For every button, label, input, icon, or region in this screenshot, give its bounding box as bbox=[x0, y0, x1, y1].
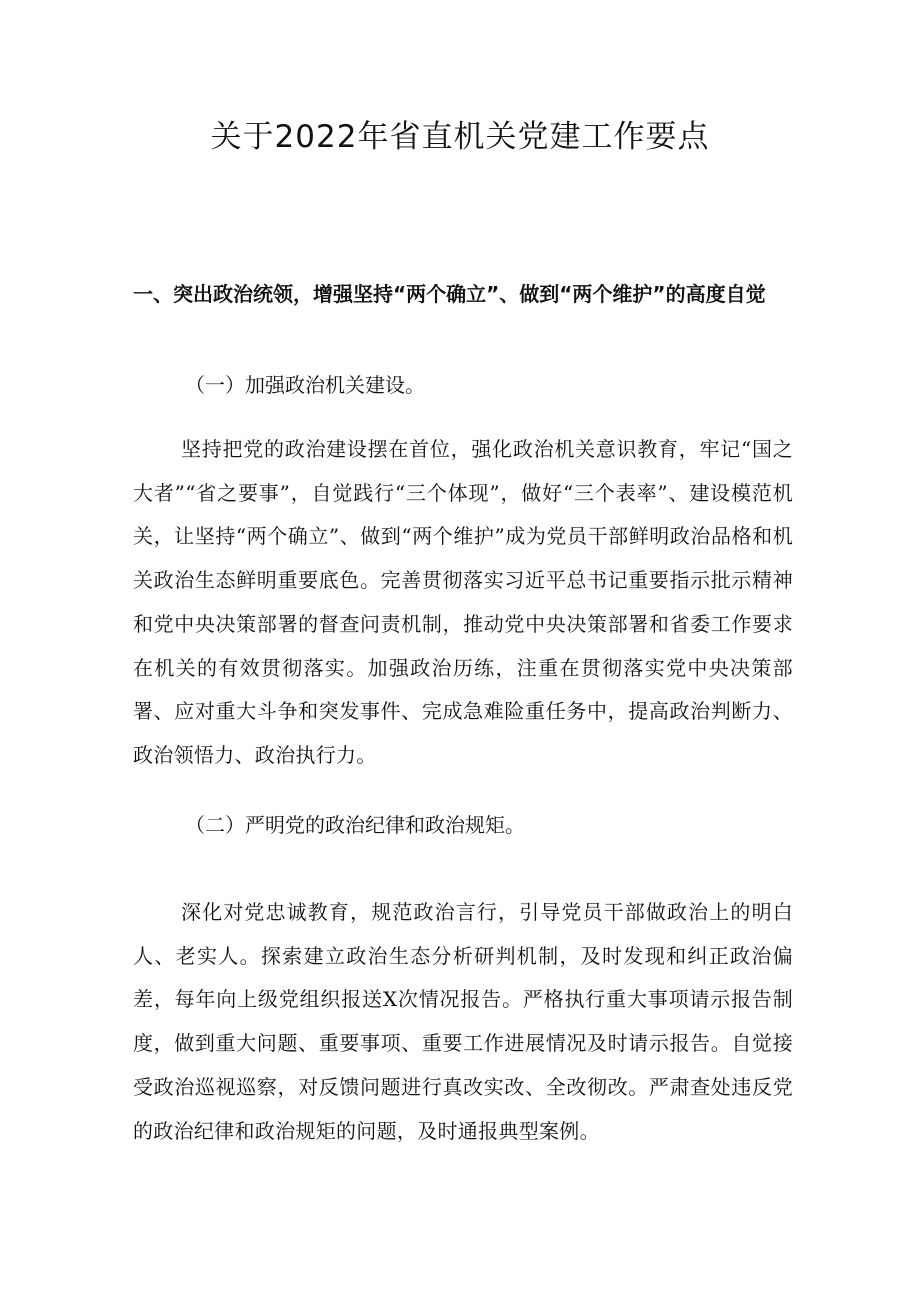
document-title: 关于2022年省直机关党建工作要点 bbox=[210, 119, 710, 155]
subsection-body-2: 深化对党忠诚教育，规范政治言行，引导党员干部做政治上的明白人、老实人。探索建立政治生态分析研判机制，及时发现和纠正政治偏差，每年向上级党组织报送X次情况报告。严格执行重大事项请示报告制度，做到重大问题、重要事项、重要工作进展情况及时请示报告。自觉接受政治巡视巡察，对反馈问题进行真改实改、全改彻改。严肃查处违反党的政治纪律和政治规矩的问题，及时通报典型案例。 bbox=[133, 900, 793, 1143]
subsection-body-1: 坚持把党的政治建设摆在首位，强化政治机关意识教育，牢记“国之大者”“省之要事”，自觉践行“三个体现”，做好“三个表率”、建设模范机关，让坚持“两个确立”、做到“两个维护”成为党员干部鲜明政治品格和机关政治生态鲜明重要底色。完善贯彻落实习近平总书记重要指示批示精神和党中央决策部署的督查问责机制，推动党中央决策部署和省委工作要求在机关的有效贯彻落实。加强政治历练，注重在贯彻落实党中央决策部署、应对重大斗争和突发事件、完成急难险重任务中，提高政治判断力、政治领悟力、政治执行力。 bbox=[133, 437, 793, 767]
subsection-heading-2: （二）严明党的政治纪律和政治规矩。 bbox=[185, 813, 525, 837]
section-heading: 一、突出政治统领，增强坚持“两个确立”、做到“两个维护”的高度自觉 bbox=[133, 282, 766, 306]
subsection-heading-1: （一）加强政治机关建设。 bbox=[185, 373, 425, 397]
